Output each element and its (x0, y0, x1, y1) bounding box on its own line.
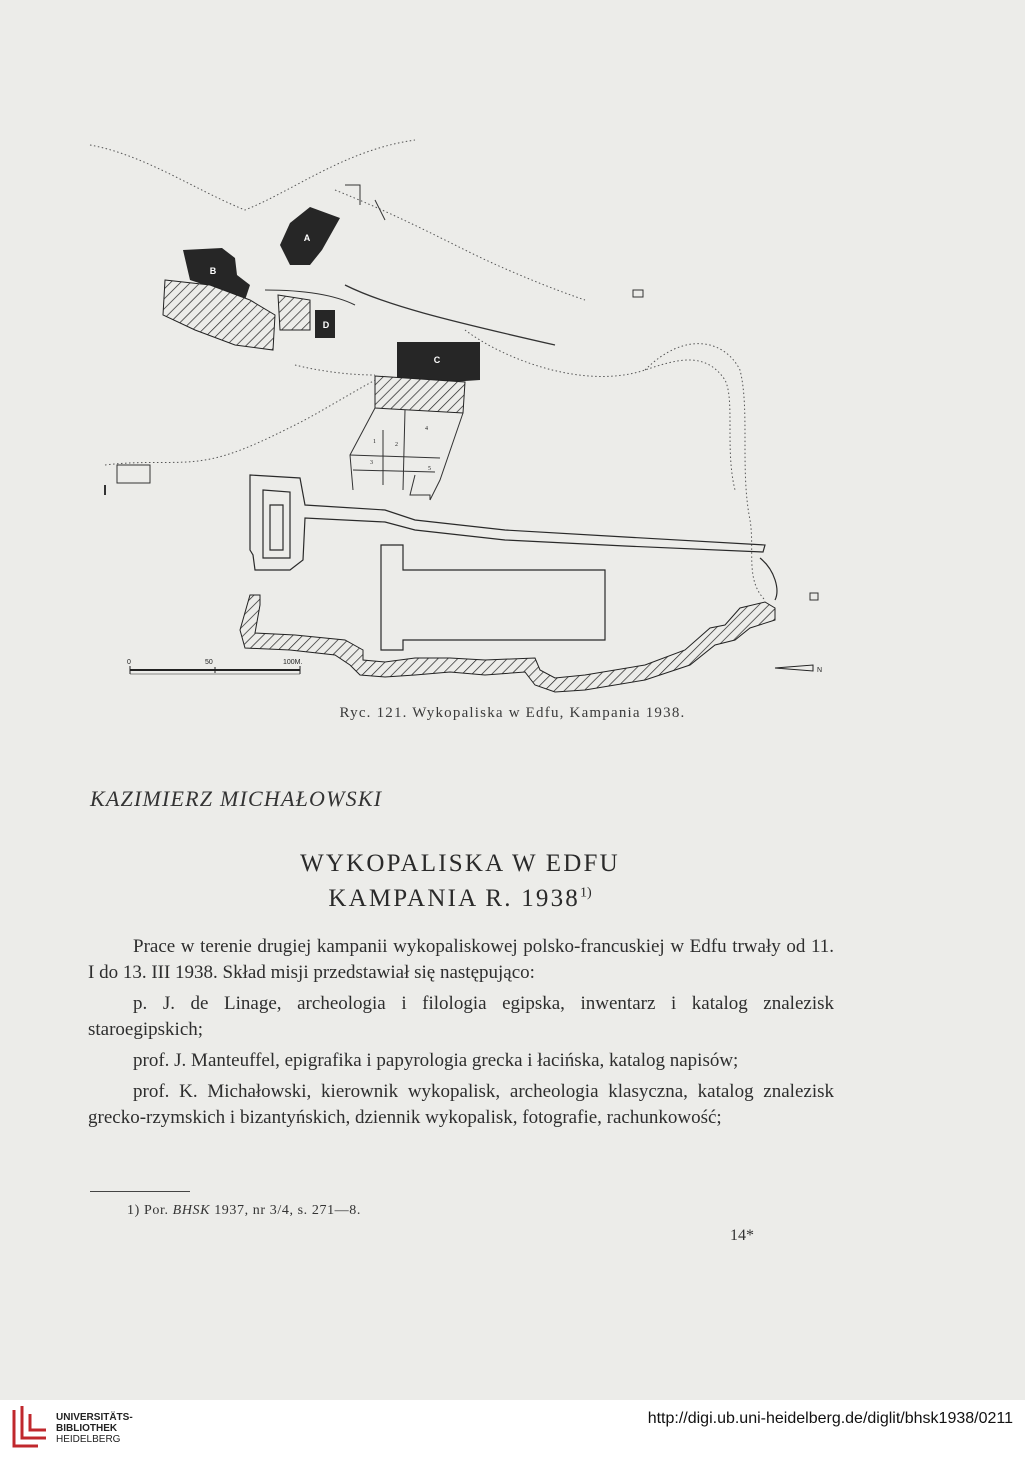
road-line (345, 285, 555, 345)
compound-inner (263, 490, 290, 558)
trench-number: 3 (370, 460, 373, 466)
figure-caption: Ryc. 121. Wykopaliska w Edfu, Kampania 1938. (339, 705, 686, 721)
area-c-label: C (433, 355, 441, 365)
excavation-plan (85, 130, 845, 695)
footnote-rest: 1937, nr 3/4, s. 271—8. (214, 1203, 361, 1218)
small-structure-2 (810, 593, 818, 600)
footnote-ref: 1) (580, 885, 592, 901)
trench-number: 4 (425, 426, 428, 432)
contour-upper (335, 190, 585, 300)
paragraph: Prace w terenie drugiej kampanii wykopaliskowej polsko-francuskiej w Edfu trwały od 11. I do 13. III 1938. Skład misji przedstawiał się następująco: (88, 936, 834, 983)
area-b-label: B (209, 266, 217, 276)
article-body (88, 934, 834, 1136)
contour-mid (295, 365, 375, 375)
author-name: KAZIMIERZ MICHAŁOWSKI (90, 786, 383, 811)
sheet-signature: 14* (730, 1227, 754, 1244)
contour-right (645, 344, 765, 600)
temple-body (381, 545, 605, 650)
footnote-journal: BHSK (172, 1203, 211, 1218)
library-name-line3: HEIDELBERG (56, 1434, 121, 1445)
compound-inner-2 (270, 505, 283, 550)
scale-label-mid: 50 (205, 659, 213, 666)
hatch-south (375, 376, 465, 413)
area-d-label: D (322, 320, 330, 330)
footnote-prefix: Por. (143, 1203, 169, 1218)
paragraph: prof. K. Michałowski, kierownik wykopalisk, archeologia klasyczna, katalog znalezisk grecko-rzymskich i bizantyńskich, dziennik wykopalisk, fotografie, rachunkowość; (88, 1081, 834, 1128)
scale-label-end: 100M. (283, 659, 303, 666)
paragraph: p. J. de Linage, archeologia i filologia egipska, inwentarz i katalog znalezisk staroegipskich; (88, 993, 834, 1040)
trench-number: 1 (373, 439, 376, 445)
article-subtitle (0, 885, 920, 913)
scale-label-start: 0 (127, 659, 131, 666)
library-logo-icon (8, 1404, 50, 1452)
enclosure-wall (240, 595, 775, 692)
small-structure (633, 290, 643, 297)
trench-number: 2 (395, 442, 398, 448)
contour-top (90, 140, 415, 210)
upper-wall-2 (375, 200, 385, 220)
hatch-small (278, 295, 310, 330)
hatch-west (163, 280, 275, 350)
north-arrow (775, 665, 813, 671)
contour-left (105, 375, 385, 465)
contour-right-inner (465, 330, 735, 490)
area-a-label: A (303, 233, 311, 243)
library-name (56, 1412, 133, 1445)
footnote-marker: 1) (127, 1203, 140, 1218)
footnote (127, 1203, 361, 1219)
article-title: WYKOPALISKA W EDFU (300, 850, 620, 877)
west-structure (117, 465, 150, 483)
trench-number: 5 (428, 466, 431, 472)
library-name-line2: BIBLIOTHEK (56, 1423, 118, 1434)
footnote-rule (90, 1191, 190, 1192)
library-name-line1: UNIVERSITÄTS- (56, 1412, 133, 1423)
source-url-link[interactable]: http://digi.ub.uni-heidelberg.de/diglit/bhsk1938/0211 (647, 1410, 1013, 1427)
paragraph: prof. J. Manteuffel, epigrafika i papyrologia grecka i łacińska, katalog napisów; (133, 1050, 739, 1071)
subtitle-text: KAMPANIA R. 1938 (328, 885, 580, 912)
compound-outer (250, 475, 765, 570)
north-label: N (817, 667, 823, 674)
east-line (760, 558, 777, 600)
